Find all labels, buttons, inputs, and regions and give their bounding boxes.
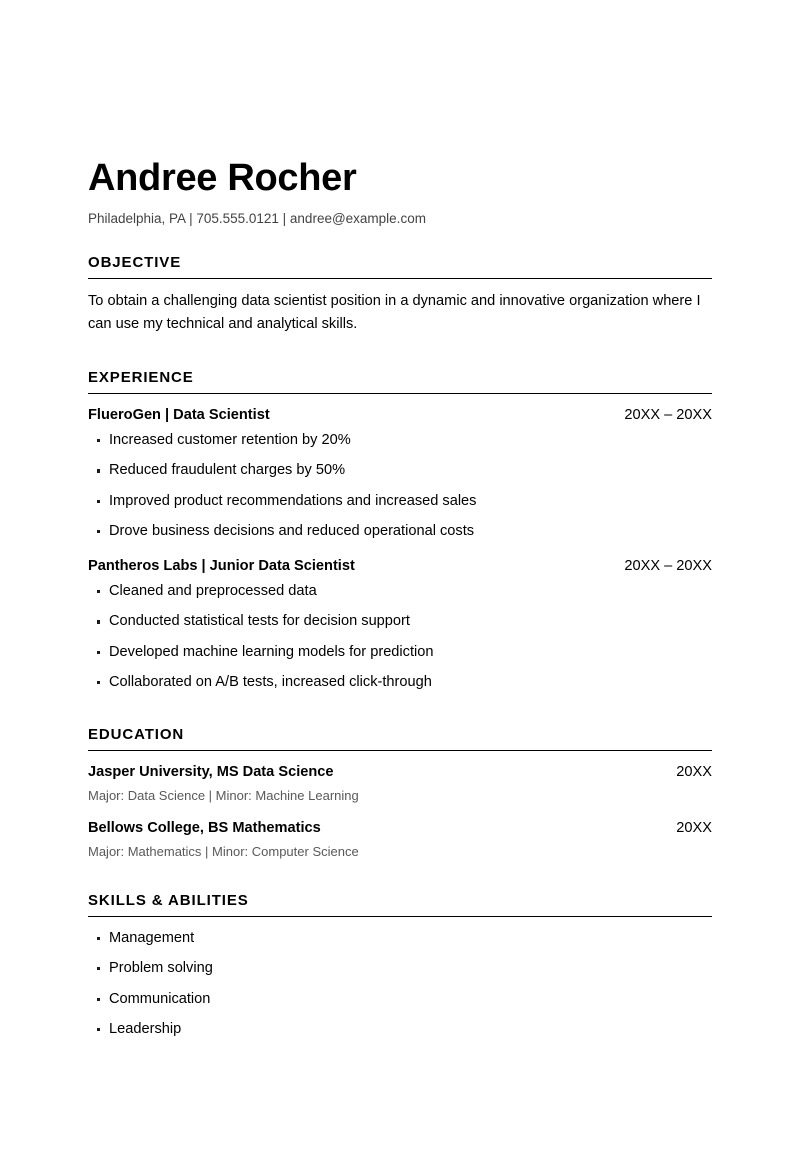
section-education <box>88 726 712 862</box>
section-heading-education: EDUCATION <box>88 726 185 743</box>
spacer <box>88 702 712 726</box>
section-rule-objective <box>88 278 712 279</box>
education-subtitle: Major: Mathematics | Minor: Computer Science <box>88 844 359 860</box>
experience-entry-header <box>88 405 712 427</box>
education-entry-header <box>88 818 712 840</box>
list-item: Management <box>88 928 712 950</box>
experience-entry <box>88 556 712 694</box>
section-skills <box>88 892 712 1041</box>
section-rule-education <box>88 750 712 751</box>
education-subtitle: Major: Data Science | Minor: Machine Learning <box>88 787 359 803</box>
experience-bullet-list <box>88 430 712 543</box>
list-item: Conducted statistical tests for decision support <box>88 611 712 633</box>
list-item: Cleaned and preprocessed data <box>88 581 712 603</box>
education-entry-header <box>88 762 712 784</box>
list-item: Drove business decisions and reduced operational costs <box>88 521 712 543</box>
education-entry <box>88 762 712 805</box>
education-date: 20XX <box>676 764 712 780</box>
list-item: Communication <box>88 989 712 1011</box>
list-item: Increased customer retention by 20% <box>88 430 712 452</box>
list-item: Reduced fraudulent charges by 50% <box>88 460 712 482</box>
list-item: Improved product recommendations and increased sales <box>88 491 712 513</box>
experience-title: FlueroGen | Data Scientist <box>88 407 270 424</box>
experience-bullet-list <box>88 581 712 694</box>
spacer <box>88 345 712 369</box>
list-item: Developed machine learning models for prediction <box>88 642 712 664</box>
candidate-name: Andree Rocher <box>88 157 357 199</box>
section-objective <box>88 254 712 337</box>
section-heading-objective: OBJECTIVE <box>88 253 182 271</box>
experience-title: Pantheros Labs | Junior Data Scientist <box>88 558 355 575</box>
section-rule-skills <box>88 916 712 917</box>
spacer <box>88 870 712 892</box>
section-rule-experience <box>88 393 712 394</box>
list-item: Problem solving <box>88 958 712 980</box>
education-date: 20XX <box>676 820 712 837</box>
education-title: Bellows College, BS Mathematics <box>88 820 321 837</box>
skills-list <box>88 928 712 1041</box>
education-entry <box>88 818 712 861</box>
list-item: Collaborated on A/B tests, increased click-through <box>88 672 712 694</box>
contact-line: Philadelphia, PA | 705.555.0121 | andree@example.com <box>88 211 426 227</box>
section-experience <box>88 369 712 694</box>
experience-entry-header <box>88 556 712 578</box>
experience-date: 20XX – 20XX <box>624 558 712 575</box>
objective-text: To obtain a challenging data scientist position in a dynamic and innovative organization where I can use my technical and analytical skills. <box>88 292 701 333</box>
list-item: Leadership <box>88 1019 712 1041</box>
experience-entry <box>88 405 712 543</box>
resume-content <box>88 158 712 1041</box>
education-title: Jasper University, MS Data Science <box>88 764 334 780</box>
section-heading-skills: SKILLS & ABILITIES <box>88 891 249 909</box>
experience-date: 20XX – 20XX <box>624 407 712 424</box>
section-heading-experience: EXPERIENCE <box>88 369 194 387</box>
